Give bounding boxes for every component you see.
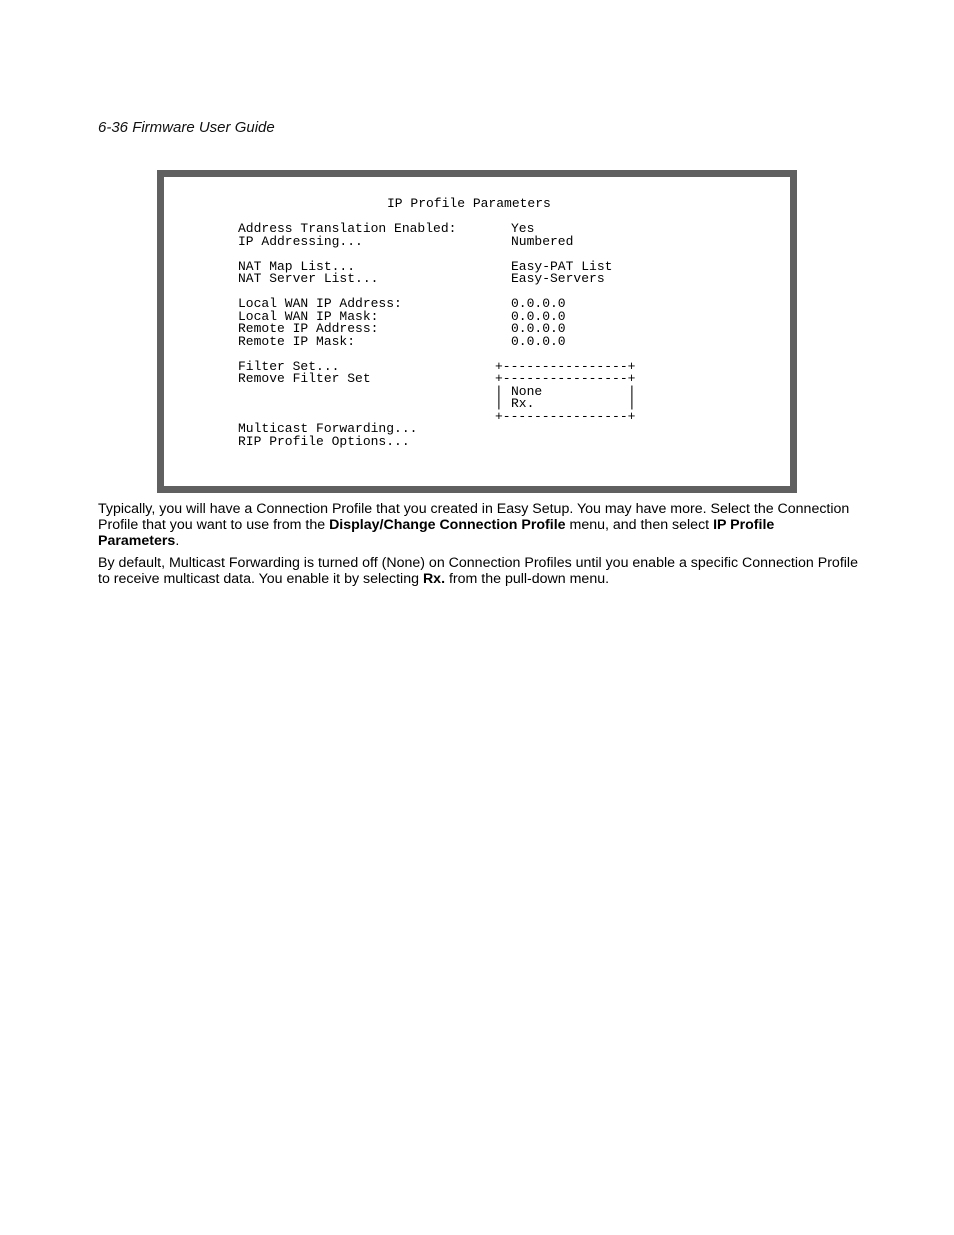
value-local-wan-ip-address: 0.0.0.0 <box>511 296 566 311</box>
label-remote-ip-mask[interactable]: Remote IP Mask: <box>238 333 356 349</box>
label-address-translation[interactable]: Address Translation Enabled: <box>238 221 457 236</box>
value-remote-ip-mask: 0.0.0.0 <box>511 333 566 349</box>
label-local-wan-ip-address[interactable]: Local WAN IP Address: <box>238 296 402 311</box>
value-nat-server-list: Easy-Servers <box>511 271 605 286</box>
label-nat-server-list[interactable]: NAT Server List... <box>238 271 379 286</box>
screen-title: IP Profile Parameters <box>387 196 551 211</box>
value-address-translation: Yes <box>511 221 535 236</box>
popup-border-header: +----------------+ <box>495 371 636 386</box>
page-header: 6-36 Firmware User Guide <box>98 119 275 136</box>
popup-option-none[interactable]: None <box>511 383 543 399</box>
label-filter-set[interactable]: Filter Set... <box>238 358 340 374</box>
value-ip-addressing: Numbered <box>511 233 574 249</box>
terminal-screen <box>157 170 797 493</box>
popup-border-bottom: +----------------+ <box>495 408 636 424</box>
value-local-wan-ip-mask: 0.0.0.0 <box>511 308 566 324</box>
label-remove-filter-set[interactable]: Remove Filter Set <box>238 371 371 386</box>
popup-side-left: | <box>495 383 503 399</box>
popup-option-rx[interactable]: Rx. <box>511 396 535 411</box>
label-ip-addressing[interactable]: IP Addressing... <box>238 233 363 249</box>
popup-side-right: | <box>628 396 636 411</box>
popup-side-right: | <box>628 383 636 399</box>
paragraph-connection-profile: Typically, you will have a Connection Profile that you created in Easy Setup. You may have more. Select the Connection Profile that you want to use from the Display/Change Connection Profile menu, and then select IP Profile Parameters. <box>98 501 850 549</box>
label-multicast-forwarding[interactable]: Multicast Forwarding... <box>238 421 418 436</box>
paragraph-multicast-forwarding: By default, Multicast Forwarding is turned off (None) on Connection Profiles until you enable a specific Connection Profile to receive multicast data. You enable it by selecting Rx. from the pull-down menu. <box>98 555 858 587</box>
popup-side-left: | <box>495 396 503 411</box>
label-local-wan-ip-mask[interactable]: Local WAN IP Mask: <box>238 308 379 324</box>
label-remote-ip-address[interactable]: Remote IP Address: <box>238 321 379 336</box>
label-rip-profile-options[interactable]: RIP Profile Options... <box>238 433 410 449</box>
value-remote-ip-address: 0.0.0.0 <box>511 321 566 336</box>
popup-border-top: +----------------+ <box>495 358 636 374</box>
label-nat-map-list[interactable]: NAT Map List... <box>238 258 356 274</box>
value-nat-map-list: Easy-PAT List <box>511 258 613 274</box>
